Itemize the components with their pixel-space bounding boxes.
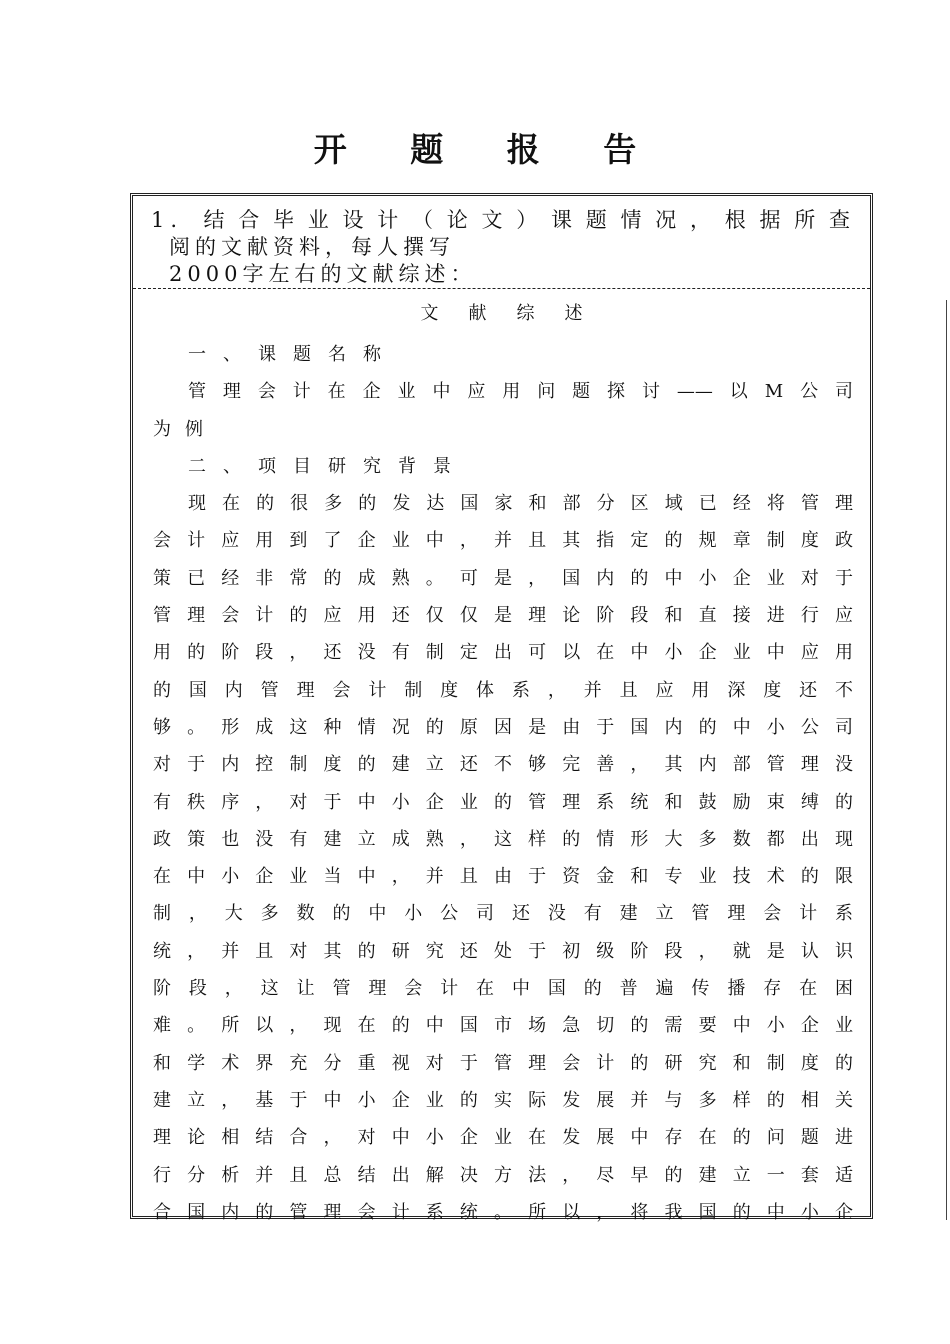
- paragraph-line: 统，并且对其的研究还处于初级阶段，就是认识: [153, 940, 853, 962]
- paragraph-line: 对于内控制度的建立还不够完善，其内部管理没: [153, 754, 853, 776]
- paragraph-line: 难。所以，现在的中国市场急切的需要中小企业: [153, 1015, 853, 1037]
- page-edge-line: [946, 300, 947, 1220]
- paragraph-line: 和学术界充分重视对于管理会计的研究和制度的: [153, 1052, 853, 1074]
- section-heading: 一、课题名称: [188, 344, 398, 365]
- paragraph-line: 策已经非常的成熟。可是，国内的中小企业对于: [153, 567, 853, 589]
- paragraph-line: 有秩序，对于中小企业的管理系统和鼓励束缚的: [153, 791, 853, 813]
- paragraph-line: 理论相结合，对中小企业在发展中存在的问题进: [153, 1127, 853, 1149]
- paragraph-line: 合国内的管理会计系统。所以，将我国的中小企: [153, 1201, 853, 1223]
- page-title: 开 题 报 告: [313, 130, 663, 169]
- review-title: 文献综述: [420, 303, 613, 324]
- instruction-line-1: 1. 结合毕业设计（论文）课题情况，根据所查: [151, 208, 856, 232]
- paragraph-line: 现在的很多的发达国家和部分区域已经将管理: [188, 493, 853, 515]
- paragraph-line: 会计应用到了企业中，并且其指定的规章制度政: [153, 530, 853, 552]
- instruction-line-3: 2000字左右的文献综述：: [169, 262, 477, 286]
- topic-line: 为例: [153, 418, 217, 440]
- section-heading: 二、项目研究背景: [188, 455, 468, 477]
- paragraph-line: 的国内管理会计制度体系，并且应用深度还不: [153, 679, 853, 701]
- paragraph-line: 阶段，这让管理会计在中国的普遍传播存在困: [153, 978, 853, 1000]
- paragraph-line: 行分析并且总结出解决方法，尽早的建立一套适: [153, 1164, 853, 1186]
- instruction-text: [151, 207, 856, 288]
- paragraph-line: 管理会计的应用还仅仅是理论阶段和直接进行应: [153, 605, 853, 627]
- paragraph-line: 制，大多数的中小公司还没有建立管理会计系: [153, 903, 853, 925]
- topic-line: 管理会计在企业中应用问题探讨——以M公司: [188, 381, 853, 403]
- paragraph-line: 用的阶段，还没有制定出可以在中小企业中应用: [153, 642, 853, 664]
- dashed-divider: [133, 288, 870, 289]
- paragraph-line: 政策也没有建立成熟，这样的情形大多数都出现: [153, 828, 853, 850]
- paragraph-line: 在中小企业当中，并且由于资金和专业技术的限: [153, 866, 853, 888]
- report-form-box: [130, 193, 873, 1223]
- paragraph-line: 够。形成这种情况的原因是由于国内的中小公司: [153, 716, 853, 738]
- paragraph-line: 建立，基于中小企业的实际发展并与多样的相关: [153, 1089, 853, 1111]
- instruction-line-2: 阅的文献资料，每人撰写: [169, 235, 455, 259]
- review-body: [153, 336, 853, 1231]
